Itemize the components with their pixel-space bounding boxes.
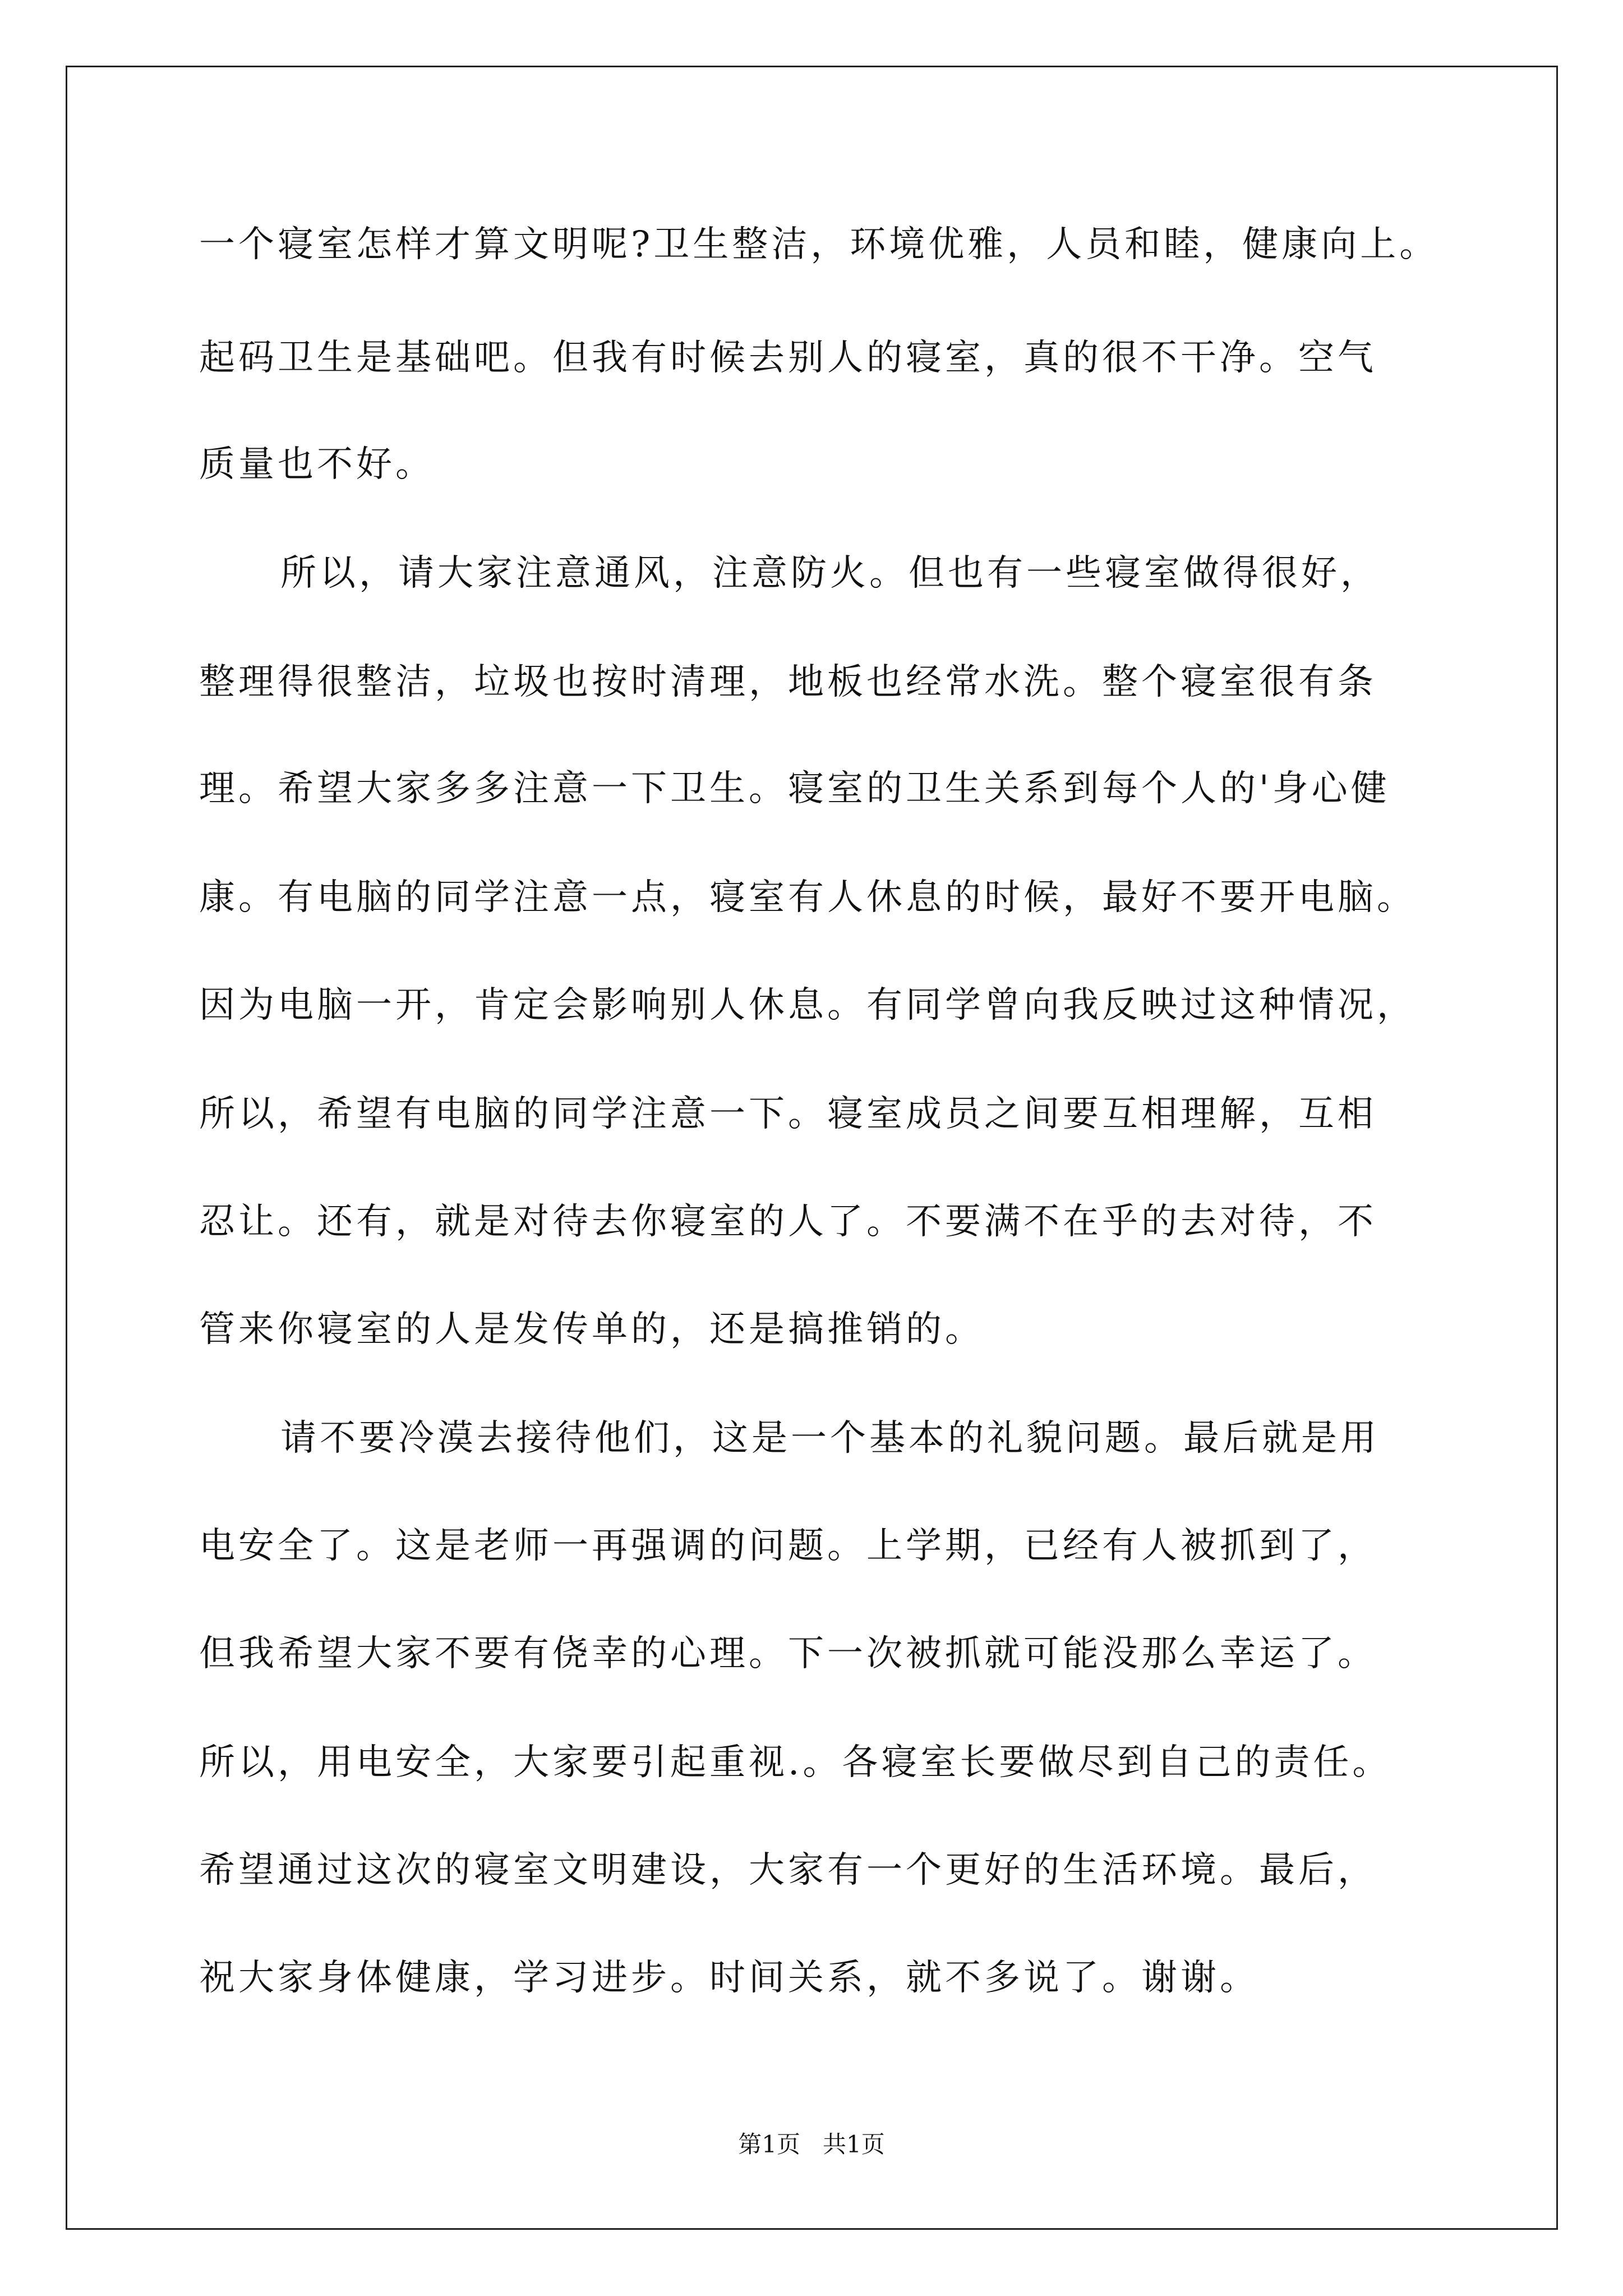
paragraph-start-line: 所以，请大家注意通风，注意防火。但也有一些寝室做得很好， [280, 553, 1380, 594]
text-line: 因为电脑一开，肯定会影响别人休息。有同学曾向我反映过这种情况， [199, 984, 1416, 1026]
text-line: 祝大家身体健康，学习进步。时间关系，就不多说了。谢谢。 [199, 1957, 1259, 1999]
text-line: 一个寝室怎样才算文明呢?卫生整洁，环境优雅，人员和睦，健康向上。 [199, 224, 1439, 265]
text-line: 但我希望大家不要有侥幸的心理。下一次被抓就可能没那么幸运了。 [199, 1633, 1377, 1674]
page-border [66, 66, 1558, 2230]
paragraph-start-line: 请不要冷漠去接待他们，这是一个基本的礼貌问题。最后就是用 [280, 1418, 1380, 1459]
page-footer: 第1页 共1页 [738, 2131, 885, 2158]
text-line: 忍让。还有，就是对待去你寝室的人了。不要满不在乎的去对待，不 [199, 1201, 1377, 1243]
text-line: 管来你寝室的人是发传单的，还是搞推销的。 [199, 1309, 984, 1350]
text-line: 理。希望大家多多注意一下卫生。寝室的卫生关系到每个人的'身心健 [199, 768, 1390, 809]
text-line: 所以，用电安全，大家要引起重视.。各寝室长要做尽到自己的责任。 [199, 1742, 1392, 1783]
text-line: 希望通过这次的寝室文明建设，大家有一个更好的生活环境。最后， [199, 1849, 1377, 1891]
text-line: 电安全了。这是老师一再强调的问题。上学期，已经有人被抓到了， [199, 1525, 1377, 1567]
text-line: 起码卫生是基础吧。但我有时候去别人的寝室，真的很不干净。空气 [199, 337, 1377, 379]
text-line: 整理得很整洁，垃圾也按时清理，地板也经常水洗。整个寝室很有条 [199, 661, 1377, 703]
text-line: 康。有电脑的同学注意一点，寝室有人休息的时候，最好不要开电脑。 [199, 877, 1416, 918]
text-line: 质量也不好。 [199, 444, 435, 485]
text-line: 所以，希望有电脑的同学注意一下。寝室成员之间要互相理解，互相 [199, 1093, 1377, 1135]
